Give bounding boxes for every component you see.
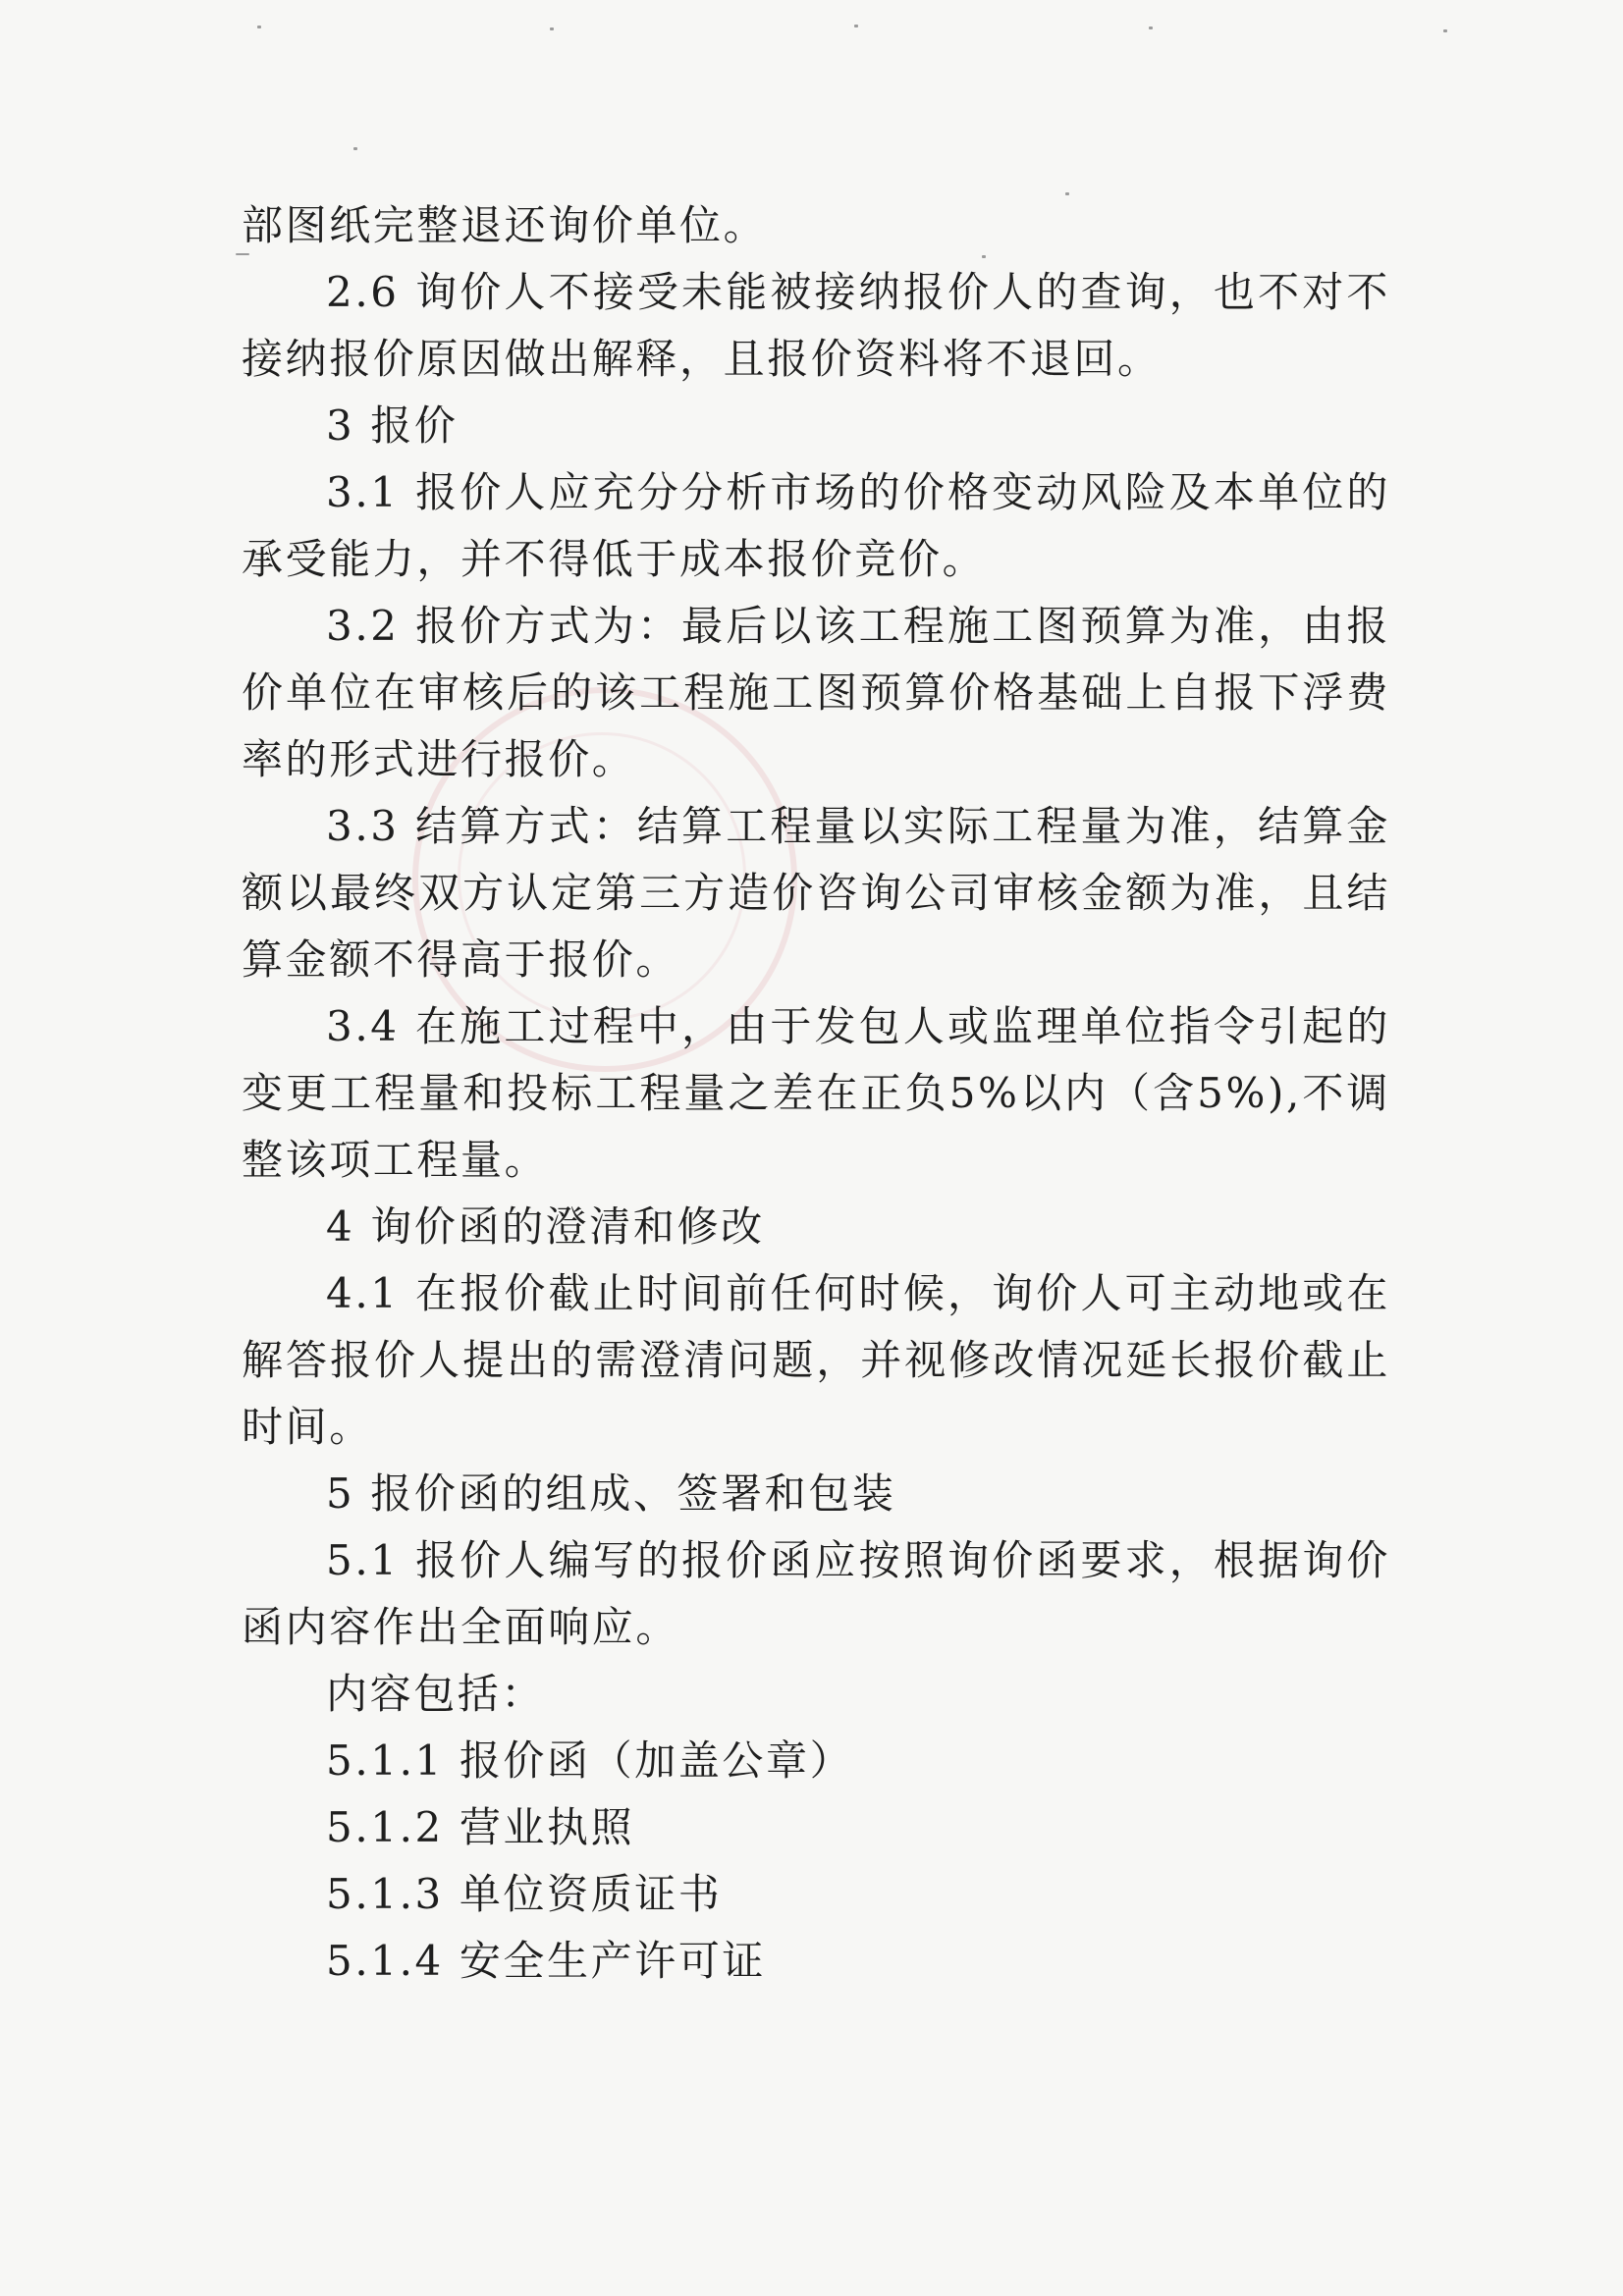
list-item-5-1-1: 5.1.1 报价函（加盖公章） [326,1736,854,1785]
paragraph-3-2: 3.2 报价方式为：最后以该工程施工图预算为准，由报价单位在审核后的该工程施工图预算价格基础上自报下浮费率的形式进行报价。 [242,602,1390,783]
scan-speck [257,26,261,28]
scan-speck [1443,29,1447,32]
paragraph-3-4: 3.4 在施工过程中，由于发包人或监理单位指令引起的变更工程量和投标工程量之差在正负5%以内（含5%),不调整该项工程量。 [242,1002,1390,1184]
list-item-5-1-3: 5.1.3 单位资质证书 [326,1870,723,1918]
paragraph-continuation: 部图纸完整退还询价单位。 [242,201,768,249]
section-heading-4: 4 询价函的澄清和修改 [326,1202,765,1251]
contents-label: 内容包括： [326,1670,546,1718]
list-item-5-1-2: 5.1.2 营业执照 [326,1803,635,1851]
scan-speck [854,25,858,27]
paragraph-2-6: 2.6 询价人不接受未能被接纳报价人的查询，也不对不接纳报价原因做出解释，且报价资料将不退回。 [242,268,1390,383]
paragraph-3-3: 3.3 结算方式：结算工程量以实际工程量为准，结算金额以最终双方认定第三方造价咨询公司审核金额为准，且结算金额不得高于报价。 [242,802,1390,984]
scan-speck [1149,27,1153,29]
paragraph-5-1: 5.1 报价人编写的报价函应按照询价函要求，根据询价函内容作出全面响应。 [242,1536,1390,1651]
list-item-5-1-4: 5.1.4 安全生产许可证 [326,1937,767,1985]
paragraph-3-1: 3.1 报价人应充分分析市场的价格变动风险及本单位的承受能力，并不得低于成本报价竞价。 [242,468,1390,583]
scan-speck [550,27,554,30]
section-heading-5: 5 报价函的组成、签署和包装 [326,1469,896,1518]
scan-speck [353,147,357,150]
section-heading-3: 3 报价 [326,401,459,450]
document-body [242,192,1390,1995]
paragraph-4-1: 4.1 在报价截止时间前任何时候，询价人可主动地或在解答报价人提出的需澄清问题，并视修改情况延长报价截止时间。 [242,1269,1390,1451]
